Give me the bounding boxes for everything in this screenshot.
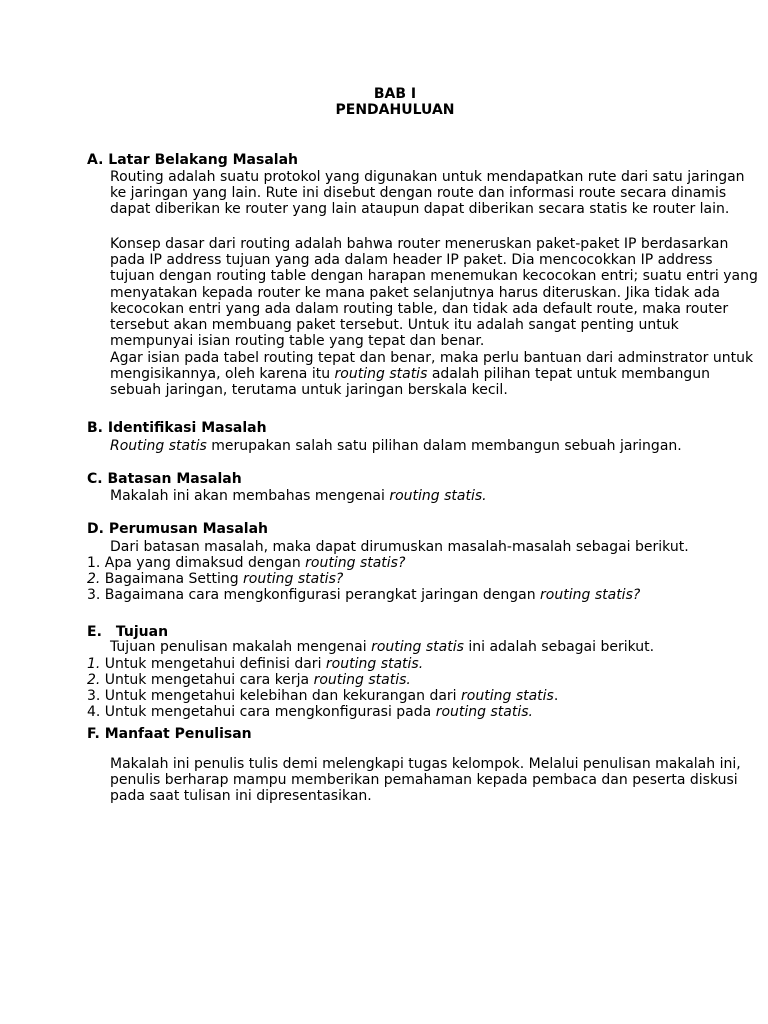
section-b-text: Routing statis merupakan salah satu pilihan dalam membangun sebuah jaringan. (110, 438, 682, 454)
list-item: 3. Untuk mengetahui kelebihan dan kekurangan dari routing statis. (87, 688, 559, 704)
section-b-heading: B. Identifikasi Masalah (87, 420, 267, 436)
list-item: 2. Bagaimana Setting routing statis? (87, 571, 344, 587)
section-a-paragraph-3: Agar isian pada tabel routing tepat dan benar, maka perlu bantuan dari adminstrator untuk mengisikannya, oleh karena itu routing statis adalah pilihan tepat untuk membangun sebuah jaringan, terutama untuk jaringan berskala kecil. (110, 350, 754, 399)
section-d-intro: Dari batasan masalah, maka dapat dirumuskan masalah-masalah sebagai berikut. (110, 539, 689, 555)
section-a-heading: A. Latar Belakang Masalah (87, 152, 298, 168)
list-item: 3. Bagaimana cara mengkonfigurasi perangkat jaringan dengan routing statis? (87, 587, 641, 603)
chapter-title: PENDAHULUAN (335, 102, 455, 118)
list-item: 2. Untuk mengetahui cara kerja routing statis. (87, 672, 411, 688)
list-item: 4. Untuk mengetahui cara mengkonfigurasi pada routing statis. (87, 704, 533, 720)
list-item: 1. Untuk mengetahui definisi dari routing statis. (87, 656, 424, 672)
section-e-intro: Tujuan penulisan makalah mengenai routing statis ini adalah sebagai berikut. (110, 639, 655, 655)
section-c-heading: C. Batasan Masalah (87, 471, 242, 487)
section-c-text: Makalah ini akan membahas mengenai routing statis. (110, 488, 487, 504)
list-item: 1. Apa yang dimaksud dengan routing statis? (87, 555, 406, 571)
section-a-paragraph-2: Konsep dasar dari routing adalah bahwa router meneruskan paket-paket IP berdasarkan pada IP address tujuan yang ada dalam header IP paket. Dia mencocokkan IP address tujuan dengan routing table dengan harapan menemukan kecocokan entri; suatu entri yang menyatakan kepada router ke mana paket selanjutnya harus diteruskan. Jika tidak ada kecocokan entri yang ada dalam routing table, dan tidak ada default route, maka router tersebut akan membuang paket tersebut. Untuk itu adalah sangat penting untuk mempunyai isian routing table yang tepat dan benar. (110, 236, 758, 350)
chapter-number: BAB I (373, 86, 417, 102)
section-a-paragraph-1: Routing adalah suatu protokol yang digunakan untuk mendapatkan rute dari satu jaringan ke jaringan yang lain. Rute ini disebut dengan route dan informasi route secara dinamis dapat diberikan ke router yang lain ataupun dapat diberikan secara statis ke router lain. (110, 169, 745, 218)
section-d-heading: D. Perumusan Masalah (87, 521, 268, 537)
section-f-paragraph: Makalah ini penulis tulis demi melengkapi tugas kelompok. Melalui penulisan makalah ini, penulis berharap mampu memberikan pemahaman kepada pembaca dan peserta diskusi pada saat tulisan ini dipresentasikan. (110, 756, 741, 805)
section-f-heading: F. Manfaat Penulisan (87, 726, 252, 742)
section-e-heading: E. Tujuan (87, 624, 169, 640)
